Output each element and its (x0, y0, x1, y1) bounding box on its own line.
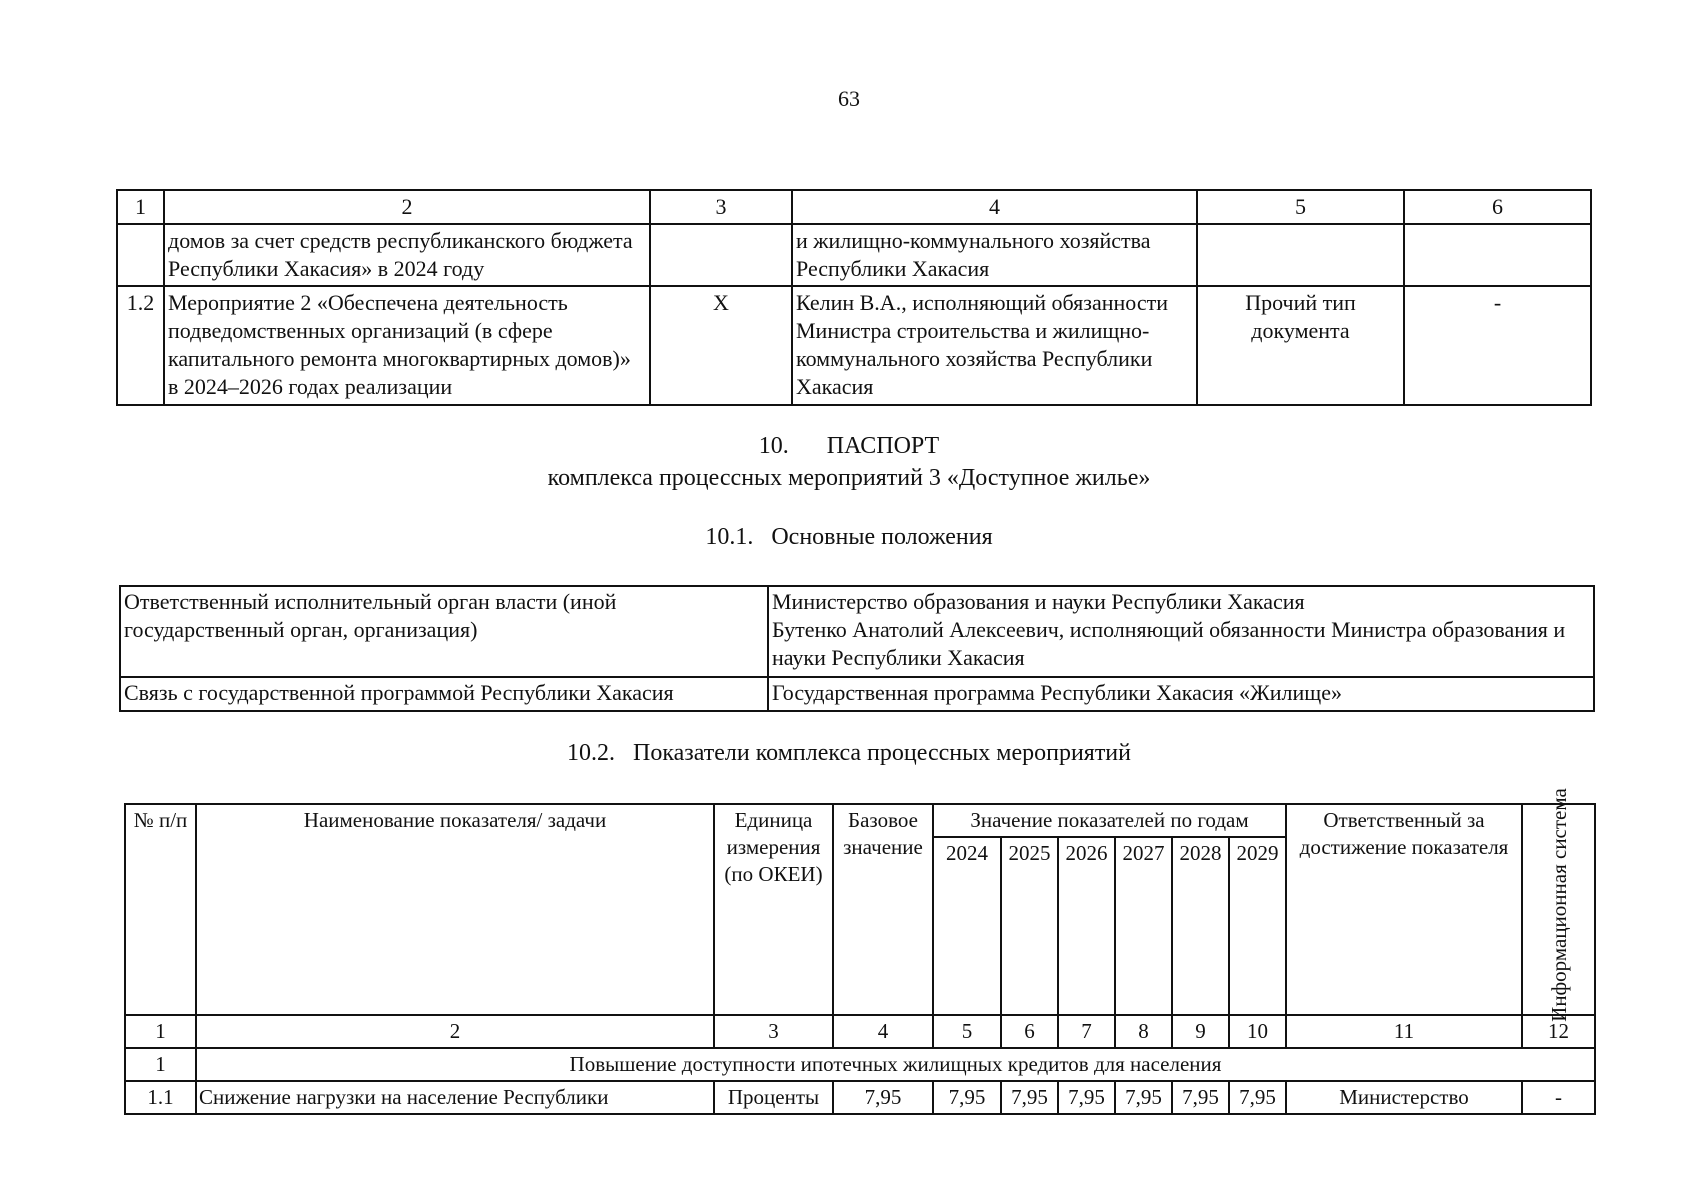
column-number: 3 (714, 1015, 833, 1048)
header-year: 2027 (1115, 837, 1172, 1015)
row-number-cell: 1.2 (117, 286, 164, 405)
section-10-2-title (0, 740, 1698, 767)
column-number: 10 (1229, 1015, 1286, 1048)
header-num: № п/п (125, 804, 196, 1015)
unit-cell: Проценты (714, 1081, 833, 1114)
activity-name-cell: домов за счет средств республиканского бюджета Республики Хакасия» в 2024 году (164, 224, 650, 286)
main-provisions-table (119, 585, 1595, 712)
section-10-subtitle: комплекса процессных мероприятий 3 «Доступное жилье» (547, 465, 1151, 491)
task-row (125, 1048, 1595, 1081)
column-number: 7 (1058, 1015, 1115, 1048)
section-title: Показатели комплекса процессных мероприятий (632, 740, 1131, 766)
provision-label-cell: Ответственный исполнительный орган власти (иной государственный орган, организация) (120, 586, 768, 677)
header-year: 2025 (1001, 837, 1058, 1015)
header-year: 2029 (1229, 837, 1286, 1015)
column-number: 11 (1286, 1015, 1522, 1048)
year-value-cell: 7,95 (1001, 1081, 1058, 1114)
activities-table-continued (116, 189, 1592, 406)
year-value-cell: 7,95 (933, 1081, 1001, 1114)
header-year: 2026 (1058, 837, 1115, 1015)
header-cell: 6 (1404, 190, 1591, 224)
header-cell: 3 (650, 190, 792, 224)
info-system-cell: - (1522, 1081, 1595, 1114)
table-cell: Х (650, 286, 792, 405)
table-row (120, 677, 1594, 711)
document-type-cell: Прочий тип документа (1197, 286, 1404, 405)
header-info-system (1522, 788, 1595, 1022)
column-number: 2 (196, 1015, 714, 1048)
info-system-vertical-label: Информационная система (1546, 788, 1571, 1022)
responsible-cell: Келин В.А., исполняющий обязанности Министра строительства и жилищно-коммунального хозяйства Республики Хакасия (792, 286, 1197, 405)
table-row (117, 286, 1591, 405)
header-cell: 4 (792, 190, 1197, 224)
header-unit: Единица измерения (по ОКЕИ) (714, 804, 833, 1015)
year-value-cell: 7,95 (1229, 1081, 1286, 1114)
provision-value-cell (768, 586, 1594, 677)
table-header-row (117, 190, 1591, 224)
header-cell: 5 (1197, 190, 1404, 224)
section-number: 10.1. (705, 524, 754, 550)
base-value-cell: 7,95 (833, 1081, 933, 1114)
table-cell (117, 224, 164, 286)
section-title: ПАСПОРТ (826, 433, 940, 459)
year-value-cell: 7,95 (1172, 1081, 1229, 1114)
responsible-person: Бутенко Анатолий Алексеевич, исполняющий обязанности Министра образования и науки Республики Хакасия (772, 617, 1566, 670)
provision-value-cell: Государственная программа Республики Хакасия «Жилище» (768, 677, 1594, 711)
activity-name-cell: Мероприятие 2 «Обеспечена деятельность подведомственных организаций (в сфере капитального ремонта многоквартирных домов)» в 2024–2026 годах реализации (164, 286, 650, 405)
column-number: 9 (1172, 1015, 1229, 1048)
responsible-cell: Министерство (1286, 1081, 1522, 1114)
provision-label-cell: Связь с государственной программой Республики Хакасия (120, 677, 768, 711)
column-number: 1 (125, 1015, 196, 1048)
table-row (125, 1081, 1595, 1114)
task-title: Повышение доступности ипотечных жилищных кредитов для населения (196, 1048, 1595, 1081)
header-year: 2028 (1172, 837, 1229, 1015)
section-10-title (0, 433, 1698, 460)
header-name: Наименование показателя/ задачи (196, 804, 714, 1015)
column-numbers-row (125, 1015, 1595, 1048)
header-year: 2024 (933, 837, 1001, 1015)
section-number: 10. (758, 433, 789, 459)
indicator-name-cell: Снижение нагрузки на население Республики (196, 1081, 714, 1114)
page-number: 63 (838, 86, 860, 111)
section-title: Основные положения (771, 524, 993, 550)
header-responsible: Ответственный за достижение показателя (1286, 804, 1522, 1015)
section-10-1-title (0, 524, 1698, 551)
table-cell (650, 224, 792, 286)
section-number: 10.2. (566, 740, 615, 766)
responsible-cell: и жилищно-коммунального хозяйства Республики Хакасия (792, 224, 1197, 286)
header-values-by-years: Значение показателей по годам (933, 804, 1286, 837)
indicators-table (124, 788, 1596, 1115)
table-cell: - (1404, 286, 1591, 405)
table-row (117, 224, 1591, 286)
row-number-cell: 1.1 (125, 1081, 196, 1114)
header-cell: 1 (117, 190, 164, 224)
column-number: 12 (1522, 1015, 1595, 1048)
table-header-row (125, 804, 1595, 837)
column-number: 4 (833, 1015, 933, 1048)
table-cell (1404, 224, 1591, 286)
year-value-cell: 7,95 (1115, 1081, 1172, 1114)
table-row (120, 586, 1594, 677)
header-base: Базовое значение (833, 804, 933, 1015)
column-number: 8 (1115, 1015, 1172, 1048)
task-number: 1 (125, 1048, 196, 1081)
column-number: 6 (1001, 1015, 1058, 1048)
ministry-name: Министерство образования и науки Республики Хакасия (772, 589, 1305, 614)
header-cell: 2 (164, 190, 650, 224)
table-cell (1197, 224, 1404, 286)
column-number: 5 (933, 1015, 1001, 1048)
year-value-cell: 7,95 (1058, 1081, 1115, 1114)
